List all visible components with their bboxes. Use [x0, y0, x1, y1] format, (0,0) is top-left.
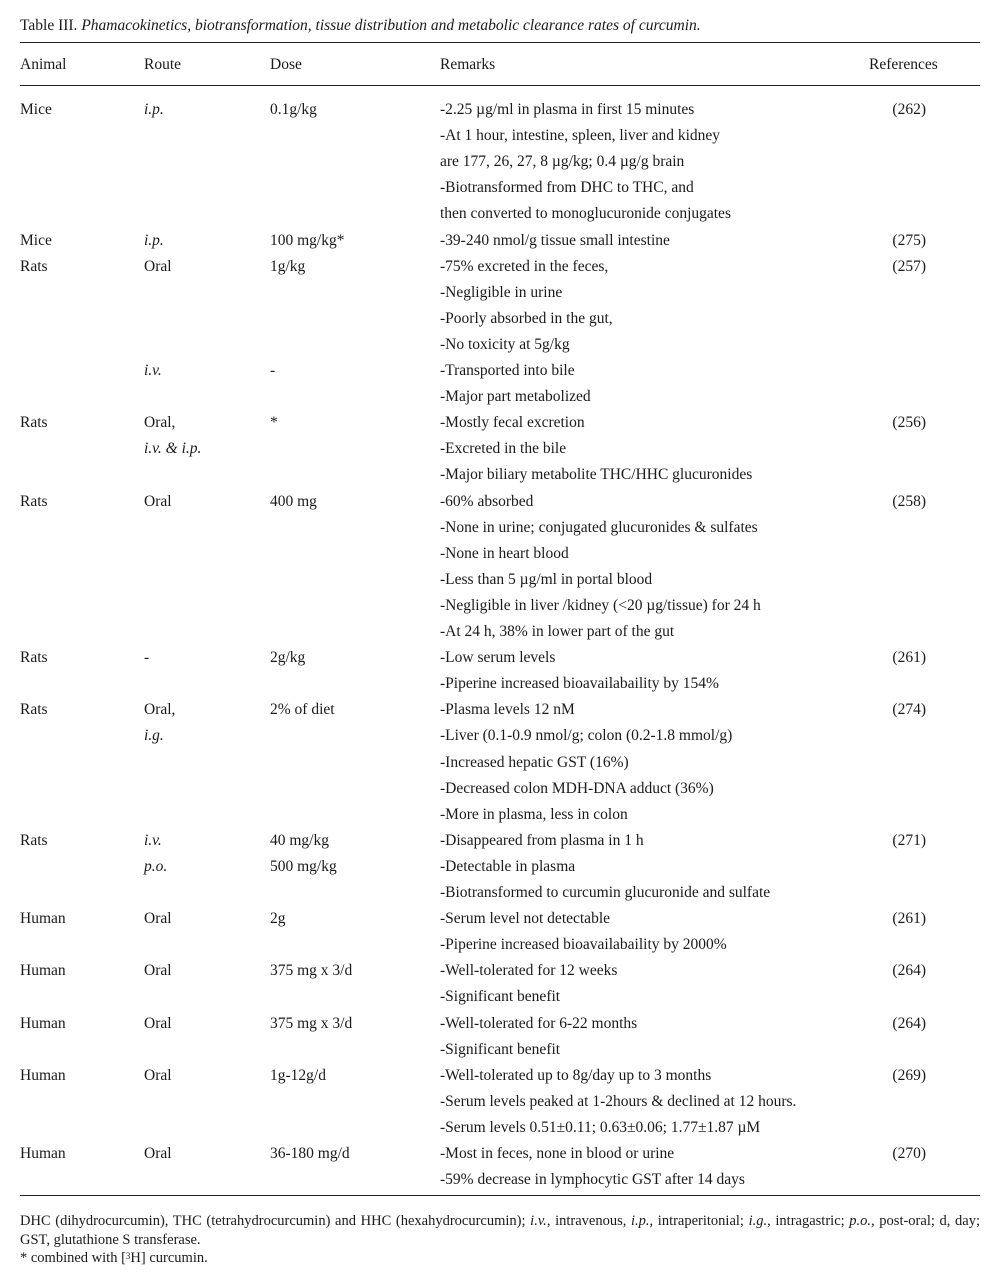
cell-remark: -Disappeared from plasma in 1 h — [440, 831, 644, 849]
cell-reference: (269) — [892, 1066, 926, 1084]
cell-dose: 500 mg/kg — [270, 857, 337, 875]
cell-remark: -Significant benefit — [440, 1040, 561, 1058]
cell-remark: -None in urine; conjugated glucuronides & sulfates — [440, 518, 758, 536]
cell-route: i.v. & i.p. — [144, 440, 202, 458]
cell-remark: -59% decrease in lymphocytic GST after 14 days — [440, 1171, 745, 1189]
cell-remark: -Less than 5 µg/ml in portal blood — [440, 570, 653, 588]
cell-route: Oral, — [144, 701, 176, 719]
header-references: References — [869, 56, 938, 73]
cell-remark: -At 1 hour, intestine, spleen, liver and kidney — [440, 127, 721, 145]
cell-dose: 2g/kg — [270, 649, 306, 667]
cell-remark: -At 24 h, 38% in lower part of the gut — [440, 623, 675, 640]
cell-remark: -Biotransformed to curcumin glucuronide and sulfate — [440, 884, 771, 901]
cell-dose: 2g — [270, 910, 286, 928]
cell-animal: Mice — [20, 231, 52, 249]
cell-remark: -Significant benefit — [440, 988, 561, 1006]
cell-route: - — [144, 649, 150, 667]
cell-animal: Rats — [20, 414, 48, 432]
cell-animal: Mice — [20, 101, 52, 118]
cell-remark: -More in plasma, less in colon — [440, 805, 628, 823]
header-remarks: Remarks — [440, 56, 496, 73]
table-footnotes — [20, 1212, 980, 1268]
cell-reference: (274) — [892, 701, 926, 719]
cell-remark: are 177, 26, 27, 8 µg/kg; 0.4 µg/g brain — [440, 153, 685, 171]
table-caption — [20, 17, 701, 35]
cell-route: i.g. — [144, 727, 164, 745]
cell-dose: 1g/kg — [270, 257, 306, 275]
cell-reference: (261) — [892, 649, 926, 667]
cell-remark: -Piperine increased bioavailabaility by 2000% — [440, 936, 727, 954]
asterisk-note: * combined with [$^3$H] curcumin. — [20, 1250, 208, 1266]
cell-dose: 375 mg x 3/d — [270, 1014, 353, 1032]
cell-reference: (275) — [892, 231, 926, 249]
cell-route: Oral — [144, 492, 172, 510]
cell-animal: Rats — [20, 701, 48, 719]
cell-route: Oral — [144, 910, 172, 928]
cell-reference: (262) — [892, 101, 926, 118]
cell-remark: -Major part metabolized — [440, 388, 591, 406]
cell-remark: -Major biliary metabolite THC/HHC glucuronides — [440, 466, 753, 484]
cell-remark: -Biotransformed from DHC to THC, and — [440, 179, 694, 197]
cell-remark: -Poorly absorbed in the gut, — [440, 309, 613, 327]
cell-dose: 2% of diet — [270, 701, 335, 719]
cell-remark: -Negligible in urine — [440, 283, 563, 301]
cell-animal: Rats — [20, 257, 48, 275]
cell-reference: (270) — [892, 1145, 926, 1162]
cell-route: i.p. — [144, 101, 164, 118]
cell-remark: -Most in feces, none in blood or urine — [440, 1145, 675, 1162]
cell-remark: -Excreted in the bile — [440, 440, 567, 458]
cell-remark: -Serum levels peaked at 1-2hours & declined at 12 hours. — [440, 1092, 797, 1110]
cell-remark: -Well-tolerated for 6-22 months — [440, 1014, 638, 1032]
cell-dose: 400 mg — [270, 492, 317, 510]
cell-route: Oral — [144, 1066, 172, 1084]
cell-remark: -No toxicity at 5g/kg — [440, 335, 570, 353]
cell-remark: -Mostly fecal excretion — [440, 414, 585, 432]
cell-remark: -39-240 nmol/g tissue small intestine — [440, 231, 670, 249]
top-rule — [20, 42, 980, 43]
cell-remark: -Serum levels 0.51±0.11; 0.63±0.06; 1.77±1.87 µM — [440, 1118, 761, 1136]
cell-remark: -75% excreted in the feces, — [440, 257, 609, 275]
header-rule — [20, 85, 980, 86]
cell-remark: -60% absorbed — [440, 492, 534, 510]
cell-remark: -Decreased colon MDH-DNA adduct (36%) — [440, 779, 714, 797]
cell-animal: Human — [20, 1014, 66, 1032]
header-route: Route — [144, 56, 182, 73]
abbreviations-note: DHC (dihydrocurcumin), THC (tetrahydrocurcumin) and HHC (hexahydrocurcumin); i.v., intravenous, i.p., intraperitonial; i.g., intragastric; p.o., post-oral; d, day; GST, glutathione S transferase. — [20, 1213, 980, 1248]
caption-label: Table III. — [20, 17, 78, 34]
cell-remark: -Serum level not detectable — [440, 910, 611, 928]
cell-reference: (261) — [892, 910, 926, 928]
cell-animal: Human — [20, 962, 66, 980]
cell-route: i.v. — [144, 831, 162, 849]
cell-route: Oral — [144, 1145, 172, 1162]
cell-reference: (264) — [892, 962, 926, 980]
cell-reference: (271) — [892, 831, 926, 849]
cell-remark: -Detectable in plasma — [440, 857, 576, 875]
cell-dose: 36-180 mg/d — [270, 1145, 350, 1162]
cell-animal: Rats — [20, 831, 48, 849]
cell-remark: -Increased hepatic GST (16%) — [440, 753, 629, 771]
header-animal: Animal — [20, 56, 67, 73]
cell-dose: 100 mg/kg* — [270, 231, 345, 249]
cell-animal: Human — [20, 910, 66, 928]
cell-route: Oral — [144, 257, 172, 275]
cell-dose: - — [270, 362, 276, 379]
cell-route: Oral — [144, 962, 172, 980]
cell-animal: Rats — [20, 492, 48, 510]
bottom-rule — [20, 1195, 980, 1196]
cell-route: p.o. — [144, 857, 168, 875]
cell-reference: (256) — [892, 414, 926, 432]
cell-remark: -Plasma levels 12 nM — [440, 701, 575, 719]
cell-remark: -Low serum levels — [440, 649, 556, 667]
cell-animal: Human — [20, 1066, 66, 1084]
cell-remark: -Transported into bile — [440, 362, 575, 379]
cell-route: Oral — [144, 1014, 172, 1032]
cell-remark: -Well-tolerated up to 8g/day up to 3 months — [440, 1066, 712, 1084]
cell-dose: 40 mg/kg — [270, 831, 329, 849]
cell-reference: (258) — [892, 492, 926, 510]
cell-dose: 375 mg x 3/d — [270, 962, 353, 980]
cell-animal: Human — [20, 1145, 66, 1162]
cell-route: i.p. — [144, 231, 164, 249]
cell-remark: then converted to monoglucuronide conjugates — [440, 205, 731, 223]
caption-title: Phamacokinetics, biotransformation, tissue distribution and metabolic clearance rates of curcumin. — [81, 17, 701, 34]
cell-remark: -Well-tolerated for 12 weeks — [440, 962, 618, 980]
cell-remark: -None in heart blood — [440, 544, 569, 562]
cell-dose: * — [270, 414, 278, 432]
cell-dose: 0.1g/kg — [270, 101, 317, 118]
header-dose: Dose — [270, 56, 302, 73]
cell-remark: -Piperine increased bioavailabaility by 154% — [440, 675, 719, 693]
cell-dose: 1g-12g/d — [270, 1066, 326, 1084]
cell-remark: -Negligible in liver /kidney (<20 µg/tissue) for 24 h — [440, 596, 761, 614]
cell-route: i.v. — [144, 362, 162, 379]
cell-route: Oral, — [144, 414, 176, 432]
cell-reference: (264) — [892, 1014, 926, 1032]
cell-remark: -2.25 µg/ml in plasma in first 15 minutes — [440, 101, 695, 118]
cell-animal: Rats — [20, 649, 48, 667]
cell-reference: (257) — [892, 257, 926, 275]
cell-remark: -Liver (0.1-0.9 nmol/g; colon (0.2-1.8 mmol/g) — [440, 727, 733, 745]
